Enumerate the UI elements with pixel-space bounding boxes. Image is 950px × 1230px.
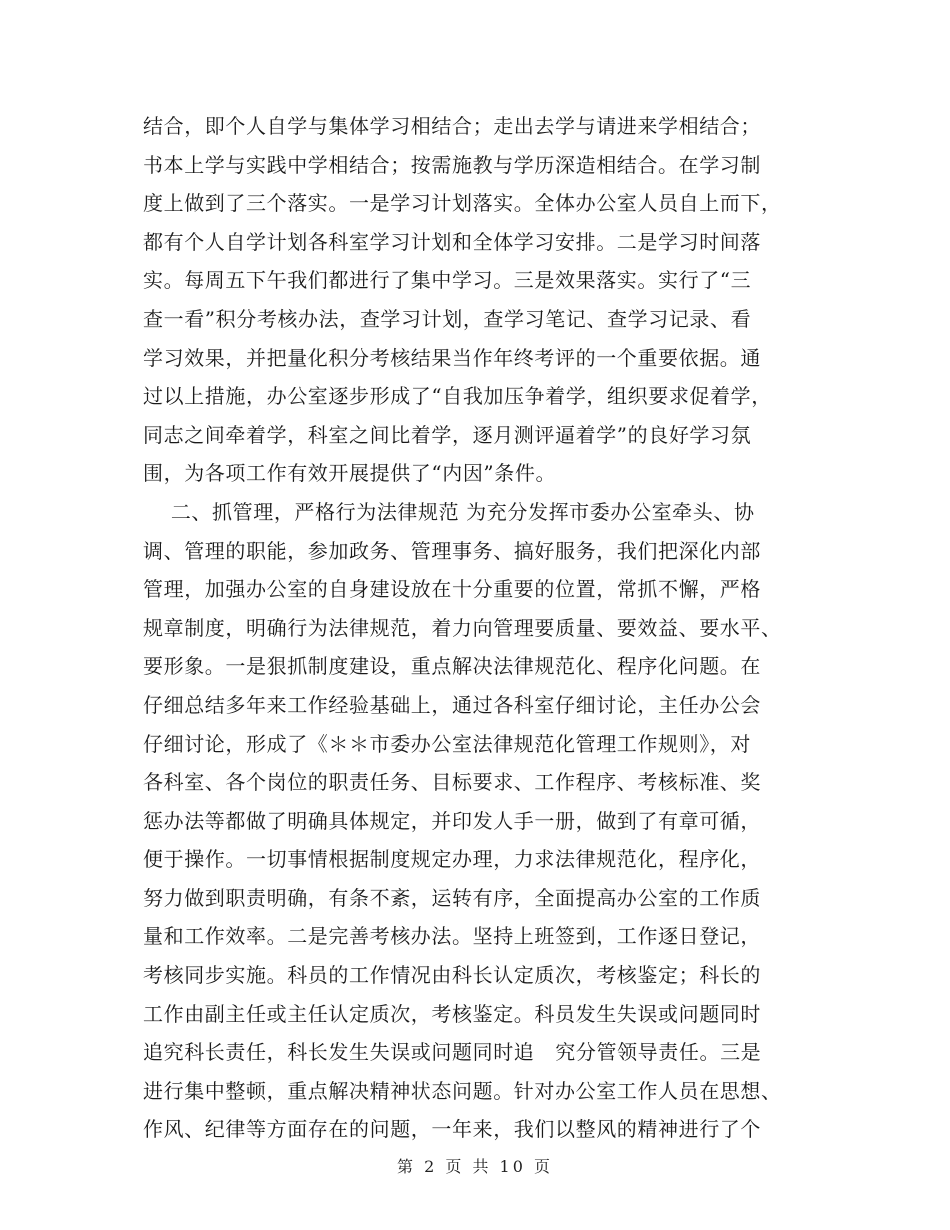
text-line: 实。每周五下午我们都进行了集中学习。三是效果落实。实行了“三: [143, 268, 752, 293]
text-line: 调、管理的职能，参加政务、管理事务、搞好服务，我们把深化内部: [143, 538, 761, 563]
text-line: 要形象。一是狠抓制度建设，重点解决法律规范化、程序化问题。在: [143, 654, 761, 679]
text-line: 惩办法等都做了明确具体规定，并印发人手一册，做到了有章可循，: [143, 808, 761, 833]
text-line: 围，为各项工作有效开展提供了“内因”条件。: [143, 461, 557, 486]
text-line: 学习效果，并把量化积分考核结果当作年终考评的一个重要依据。通: [143, 345, 761, 370]
text-line: 量和工作效率。二是完善考核办法。坚持上班签到，工作逐日登记，: [143, 924, 761, 949]
text-line: 仔细讨论，形成了《＊＊市委办公室法律规范化管理工作规则》，对: [143, 731, 751, 756]
text-line: 努力做到职责明确，有条不紊，运转有序，全面提高办公室的工作质: [143, 885, 761, 910]
text-line: 规章制度，明确行为法律规范，着力向管理要质量、要效益、要水平、: [143, 615, 782, 640]
text-line: 结合，即个人自学与集体学习相结合；走出去学与请进来学相结合；: [143, 114, 761, 138]
page-number-footer: 第 2 页 共 10 页: [397, 1157, 553, 1176]
text-line: 查一看”积分考核办法，查学习计划，查学习笔记、查学习记录、看: [143, 306, 752, 331]
text-line: 考核同步实施。科员的工作情况由科长认定质次，考核鉴定；科长的: [143, 963, 761, 988]
text-line: 各科室、各个岗位的职责任务、目标要求、工作程序、考核标准、奖: [143, 770, 761, 795]
text-line: 工作由副主任或主任认定质次，考核鉴定。科员发生失误或问题同时: [143, 1001, 761, 1026]
text-line: 作风、纪律等方面存在的问题，一年来，我们以整风的精神进行了个: [143, 1117, 761, 1142]
text-line: 便于操作。一切事情根据制度规定办理，力求法律规范化，程序化，: [143, 847, 761, 872]
text-line: 都有个人自学计划各科室学习计划和全体学习安排。二是学习时间落: [143, 229, 761, 254]
text-line: 同志之间牵着学，科室之间比着学，逐月测评逼着学”的良好学习氛: [143, 422, 752, 447]
text-line: 追究科长责任，科长发生失误或问题同时追 究分管领导责任。三是: [143, 1040, 762, 1065]
text-line: 度上做到了三个落实。一是学习计划落实。全体办公室人员自上而下，: [143, 191, 782, 216]
text-line: 仔细总结多年来工作经验基础上，通过各科室仔细讨论，主任办公会: [143, 692, 761, 717]
body-text: [143, 107, 808, 1149]
text-line: 过以上措施，办公室逐步形成了“自我加压争着学，组织要求促着学，: [143, 384, 772, 409]
text-line: 进行集中整顿，重点解决精神状态问题。针对办公室工作人员在思想、: [143, 1078, 782, 1103]
text-line: 书本上学与实践中学相结合；按需施教与学历深造相结合。在学习制: [143, 152, 761, 177]
section-heading-line: 二、抓管理，严格行为法律规范 为充分发挥市委办公室牵头、协: [143, 499, 755, 524]
text-line: 管理，加强办公室的自身建设放在十分重要的位置，常抓不懈，严格: [143, 577, 761, 602]
